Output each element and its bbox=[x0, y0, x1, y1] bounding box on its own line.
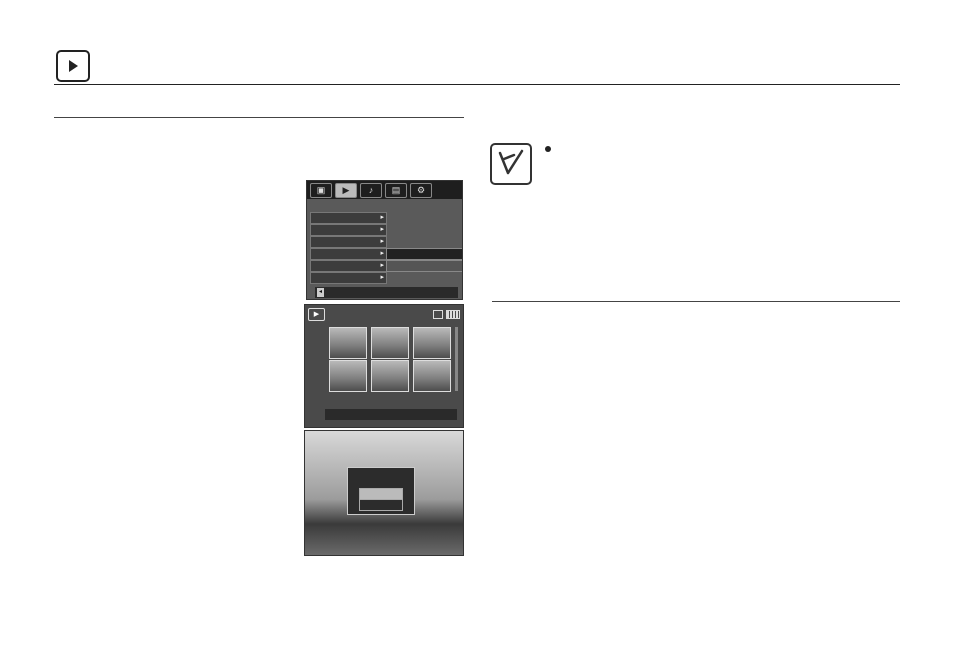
section-rule-right bbox=[492, 301, 900, 302]
dialog-option-yes bbox=[359, 499, 403, 511]
scrollbar bbox=[455, 327, 458, 391]
thumbnail bbox=[329, 327, 367, 359]
menu-item-dpof bbox=[310, 260, 387, 272]
settings-tab-icon: ⚙ bbox=[410, 183, 432, 198]
submenu-all bbox=[386, 260, 463, 272]
section-rule-left bbox=[54, 117, 464, 118]
note-bullet bbox=[545, 146, 551, 152]
menu-item-smart-album bbox=[310, 224, 387, 236]
camera-confirm-screen bbox=[304, 430, 464, 556]
select-bottom-bar bbox=[325, 409, 457, 420]
battery-icon bbox=[446, 310, 460, 319]
submenu-select bbox=[386, 248, 463, 260]
thumbnail bbox=[413, 360, 451, 392]
title-rule bbox=[54, 84, 900, 85]
menu-item-copy-to-card bbox=[310, 272, 387, 284]
delete-all-dialog bbox=[347, 467, 415, 515]
dialog-title bbox=[348, 468, 414, 472]
menu-item-protect bbox=[310, 236, 387, 248]
menu-item-delete bbox=[310, 248, 387, 260]
menu-bottom-bar bbox=[315, 287, 458, 298]
display-tab-icon: ▤ bbox=[385, 183, 407, 198]
camera-select-screen bbox=[304, 304, 464, 428]
camera-menu-screen bbox=[306, 180, 463, 300]
playback-tab-icon: ▶ bbox=[335, 183, 357, 198]
left-arrow-icon: ◂ bbox=[319, 289, 323, 295]
confirm-bottom-bar bbox=[365, 539, 423, 550]
play-icon bbox=[56, 50, 90, 82]
camera-tab-icon: ▣ bbox=[310, 183, 332, 198]
thumbnail bbox=[371, 327, 409, 359]
card-icon bbox=[433, 310, 443, 319]
menu-item-voice-memo bbox=[310, 212, 387, 224]
playback-mode-icon: ▶ bbox=[308, 308, 325, 321]
sound-tab-icon: ♪ bbox=[360, 183, 382, 198]
page-title bbox=[54, 50, 92, 85]
note-icon bbox=[490, 143, 532, 185]
thumbnail bbox=[371, 360, 409, 392]
menu-tab-bar bbox=[307, 181, 462, 199]
thumbnail bbox=[329, 360, 367, 392]
thumbnail bbox=[413, 327, 451, 359]
